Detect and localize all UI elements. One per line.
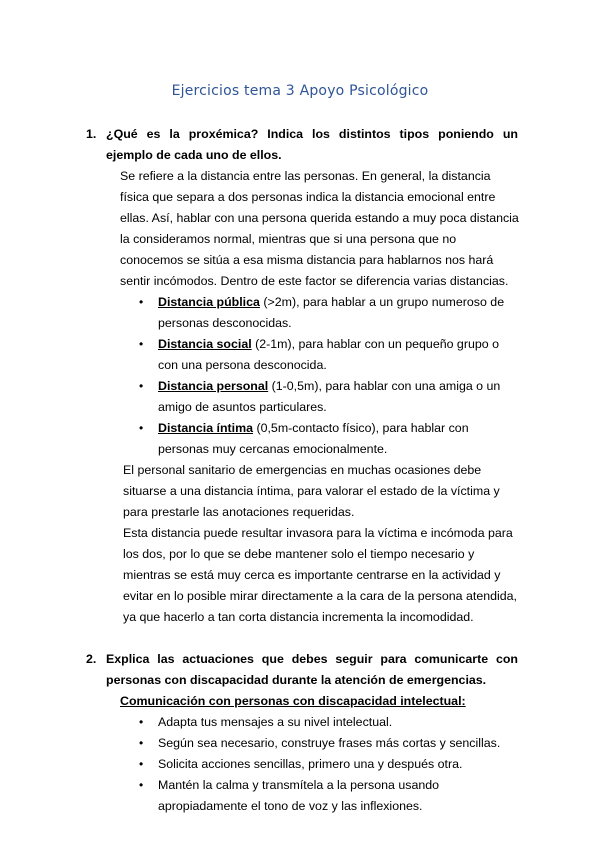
list-item (120, 376, 520, 418)
list-item (120, 775, 520, 817)
bullet-icon: • (139, 421, 144, 435)
term-public-distance: Distancia pública (158, 295, 260, 309)
question-2-text: Explica las actuaciones que debes seguir para comunicarte con personas con discapacidad durante la atención de emergencias. (106, 652, 518, 687)
answer-1-paragraph-3: Esta distancia puede resultar invasora para la víctima e incómoda para los dos, por lo que se debe mantener solo el tiempo necesario y mientras se está muy cerca es importante centrarse en la actividad y evitar en lo posible mirar directamente a la cara de la persona atendida, ya que hacerlo a tan corta distancia incrementa la incomodidad. (123, 526, 517, 624)
term-description: (0,5m-contacto físico), para hablar con personas muy cercanas emocionalmente. (158, 421, 469, 456)
answer-1-paragraph-2: El personal sanitario de emergencias en muchas ocasiones debe situarse a una distancia íntima, para valorar el estado de la víctima y para prestarle las anotaciones requeridas. (123, 463, 500, 519)
question-1-text: ¿Qué es la proxémica? Indica los distintos tipos poniendo un ejemplo de cada uno de ellos. (106, 127, 518, 162)
bullet-icon: • (139, 295, 144, 309)
bullet-icon: • (139, 778, 144, 792)
term-social-distance: Distancia social (158, 337, 252, 351)
term-personal-distance: Distancia personal (158, 379, 269, 393)
answer-2 (120, 691, 520, 817)
list-item (120, 418, 520, 460)
bullet-icon: • (139, 715, 144, 729)
document-title: Ejercicios tema 3 Apoyo Psicológico (171, 83, 429, 99)
bullet-icon: • (139, 736, 144, 750)
question-2 (86, 649, 518, 691)
term-intimate-distance: Distancia íntima (158, 421, 254, 435)
list-item-text: Mantén la calma y transmítela a la persona usando apropiadamente el tono de voz y las inflexiones. (158, 778, 440, 813)
bullet-icon: • (139, 337, 144, 351)
list-item-text: Solicita acciones sencillas, primero una y después otra. (158, 757, 463, 771)
bullet-icon: • (139, 379, 144, 393)
question-2-number: 2. (86, 652, 97, 666)
term-description: (>2m), para hablar a un grupo numeroso de personas desconocidas. (158, 295, 505, 330)
answer-1 (120, 166, 520, 628)
question-1-number: 1. (86, 127, 97, 141)
term-description: (2-1m), para hablar con un pequeño grupo o con una persona desconocida. (158, 337, 499, 372)
list-item (120, 334, 520, 376)
answer-1-intro: Se refiere a la distancia entre las personas. En general, la distancia física que separa a dos personas indica la distancia emocional entre ellas. Así, hablar con una persona querida estando a muy poca distancia la consideramos normal, mientras que si una persona que no conocemos se sitúa a esa misma distancia para hablarnos nos hará sentir incómodos. Dentro de este factor se diferencia varias distancias. (120, 169, 519, 288)
answer-2-subheading: Comunicación con personas con discapacidad intelectual: (120, 694, 466, 708)
bullet-icon: • (139, 757, 144, 771)
list-item-text: Adapta tus mensajes a su nivel intelectual. (158, 715, 393, 729)
question-1 (86, 124, 518, 166)
list-item (120, 754, 520, 775)
list-item (120, 712, 520, 733)
intellectual-disability-list (120, 712, 520, 817)
proxemics-distance-list (120, 292, 520, 460)
list-item-text: Según sea necesario, construye frases más cortas y sencillas. (158, 736, 501, 750)
list-item (120, 733, 520, 754)
term-description: (1-0,5m), para hablar con una amiga o un amigo de asuntos particulares. (158, 379, 501, 414)
list-item (120, 292, 520, 334)
